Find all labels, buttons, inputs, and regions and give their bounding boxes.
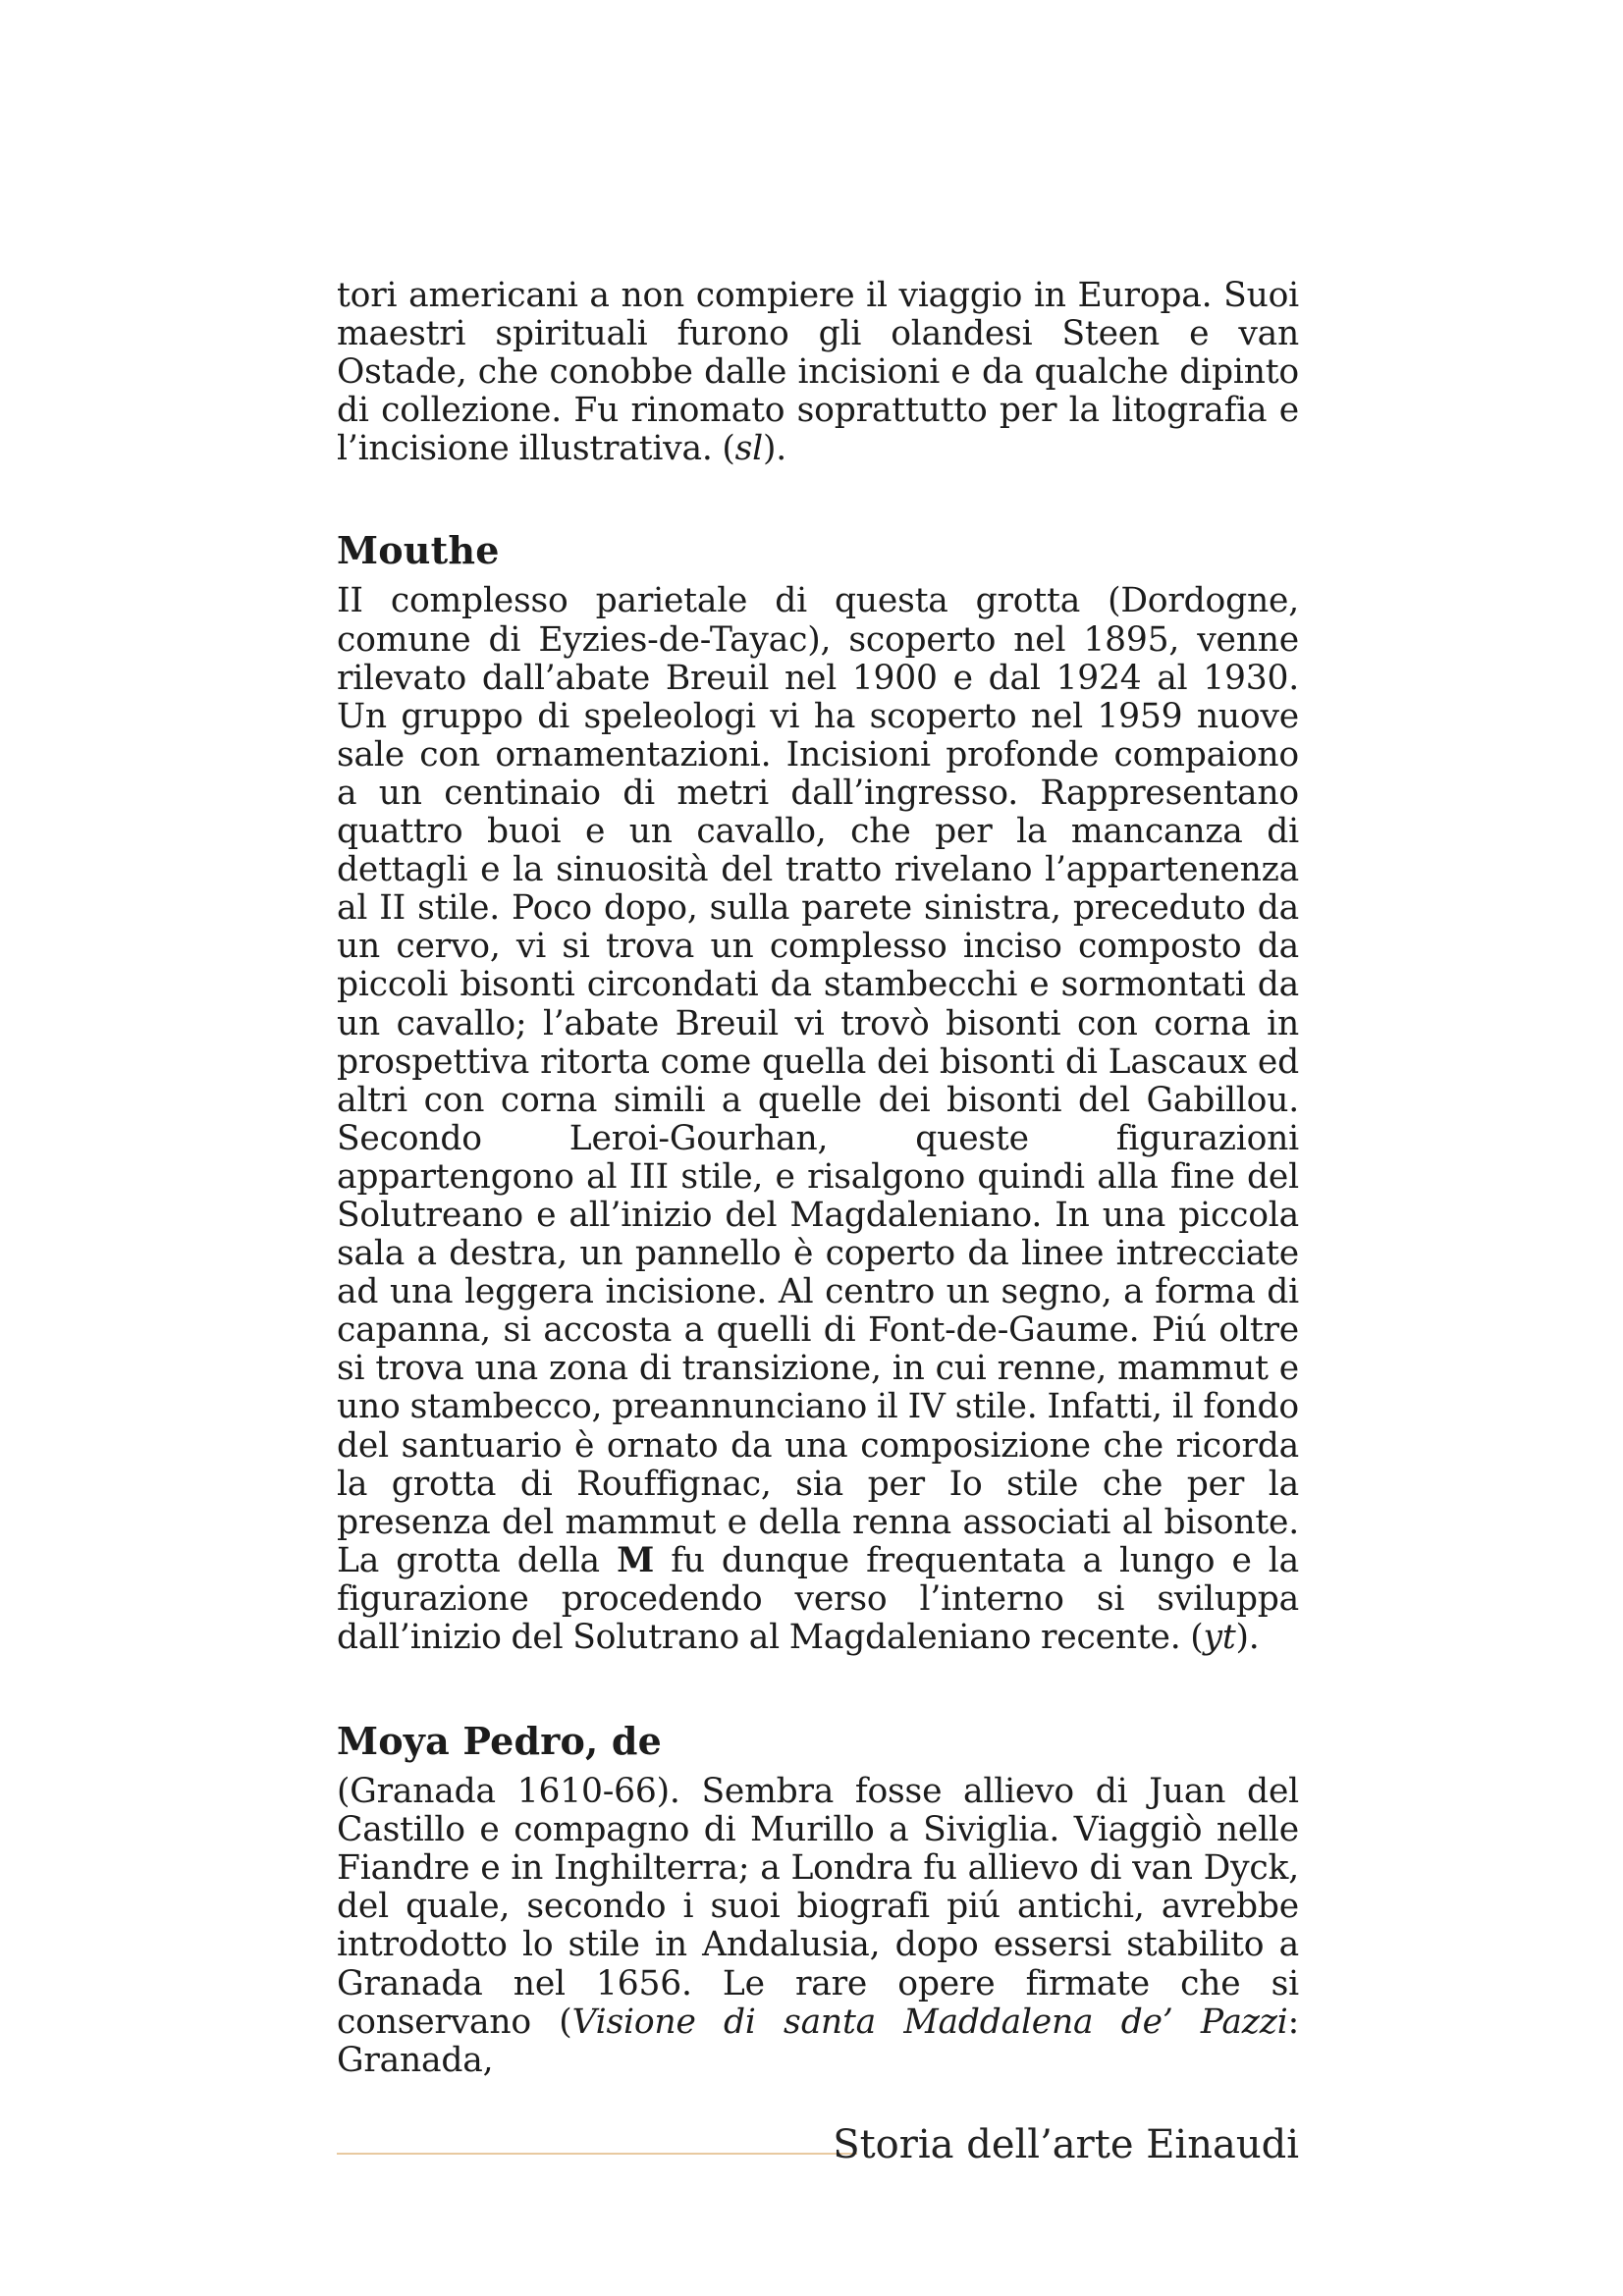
intro-author-initials: sl	[734, 429, 763, 469]
mouthe-text-after: fu dunque frequentata a lungo e la figurazione procedendo verso l’interno si sviluppa dall’inizio del Solutrano al Magdaleniano recente. (	[337, 1540, 1299, 1657]
intro-paragraph	[337, 277, 1299, 468]
entry-text-moya	[337, 1773, 1299, 2080]
intro-end: ).	[762, 429, 786, 469]
mouthe-text-before: II complesso parietale di questa grotta (Dordogne, comune di Eyzies-de-Tayac), scoperto nel 1895, venne rilevato dall’abate Breuil nel 1900 e dal 1924 al 1930. Un gruppo di speleologi vi ha scoperto nel 1959 nuove sale con ornamentazioni. Incisioni profonde compaiono a un centinaio di metri dall’ingresso. Rappresentano quattro buoi e un cavallo, che per la mancanza di dettagli e la sinuosità del tratto rivelano l’appartenenza al II stile. Poco dopo, sulla parete sinistra, preceduto da un cervo, vi si trova un complesso inciso composto da piccoli bisonti circondati da stambecchi e sormontati da un cavallo; l’abate Breuil vi trovò bisonti con corna in prospettiva ritorta come quella dei bisonti di Lascaux ed altri con corna simili a quelle dei bisonti del Gabillou. Secondo Leroi-Gourhan, queste figurazioni appartengono al III stile, e risalgono quindi alla fine del Solutreano e all’inizio del Magdaleniano. In una piccola sala a destra, un pannello è coperto da linee intrecciate ad una leggera incisione. Al centro un segno, a forma di capanna, si accosta a quelli di Font-de-Gaume. Piú oltre si trova una zona di transizione, in cui renne, mammut e uno stambecco, preannunciano il IV stile. Infatti, il fondo del santuario è ornato da una composizione che ricorda la grotta di Rouffignac, sia per Io stile che per la presenza del mammut e della renna associati al bisonte. La grotta della	[337, 581, 1299, 1580]
moya-italic-title: Visione di santa Maddalena de’ Pazzi	[571, 2002, 1288, 2042]
page-body	[337, 277, 1299, 2080]
mouthe-author-initials: yt	[1203, 1618, 1236, 1657]
entry-text-mouthe	[337, 582, 1299, 1657]
entry-title-moya: Moya Pedro, de	[337, 1719, 663, 1764]
footer-publisher: Storia dell’arte Einaudi	[833, 2122, 1299, 2167]
mouthe-end: ).	[1235, 1618, 1260, 1657]
intro-text: tori americani a non compiere il viaggio in Europa. Suoi maestri spirituali furono gli olandesi Steen e van Ostade, che conobbe dalle incisioni e da qualche dipinto di collezione. Fu rinomato soprattutto per la litografia e l’incisione illustrativa. (	[337, 276, 1299, 469]
footer-rule	[337, 2153, 857, 2155]
moya-text-before: (Granada 1610-66). Sembra fosse allievo di Juan del Castillo e compagno di Murillo a Siviglia. Viaggiò nelle Fiandre e in Inghilterra; a Londra fu allievo di van Dyck, del quale, secondo i suoi biografi piú antichi, avrebbe introdotto lo stile in Andalusia, dopo essersi stabilito a Granada nel 1656. Le rare opere firmate che si conservano (	[337, 1772, 1299, 2042]
mouthe-bold-initial: M	[617, 1540, 655, 1580]
page-footer	[337, 2120, 1299, 2169]
moya-text-after: : Granada,	[337, 2002, 1299, 2080]
entry-title-mouthe: Mouthe	[337, 528, 500, 573]
